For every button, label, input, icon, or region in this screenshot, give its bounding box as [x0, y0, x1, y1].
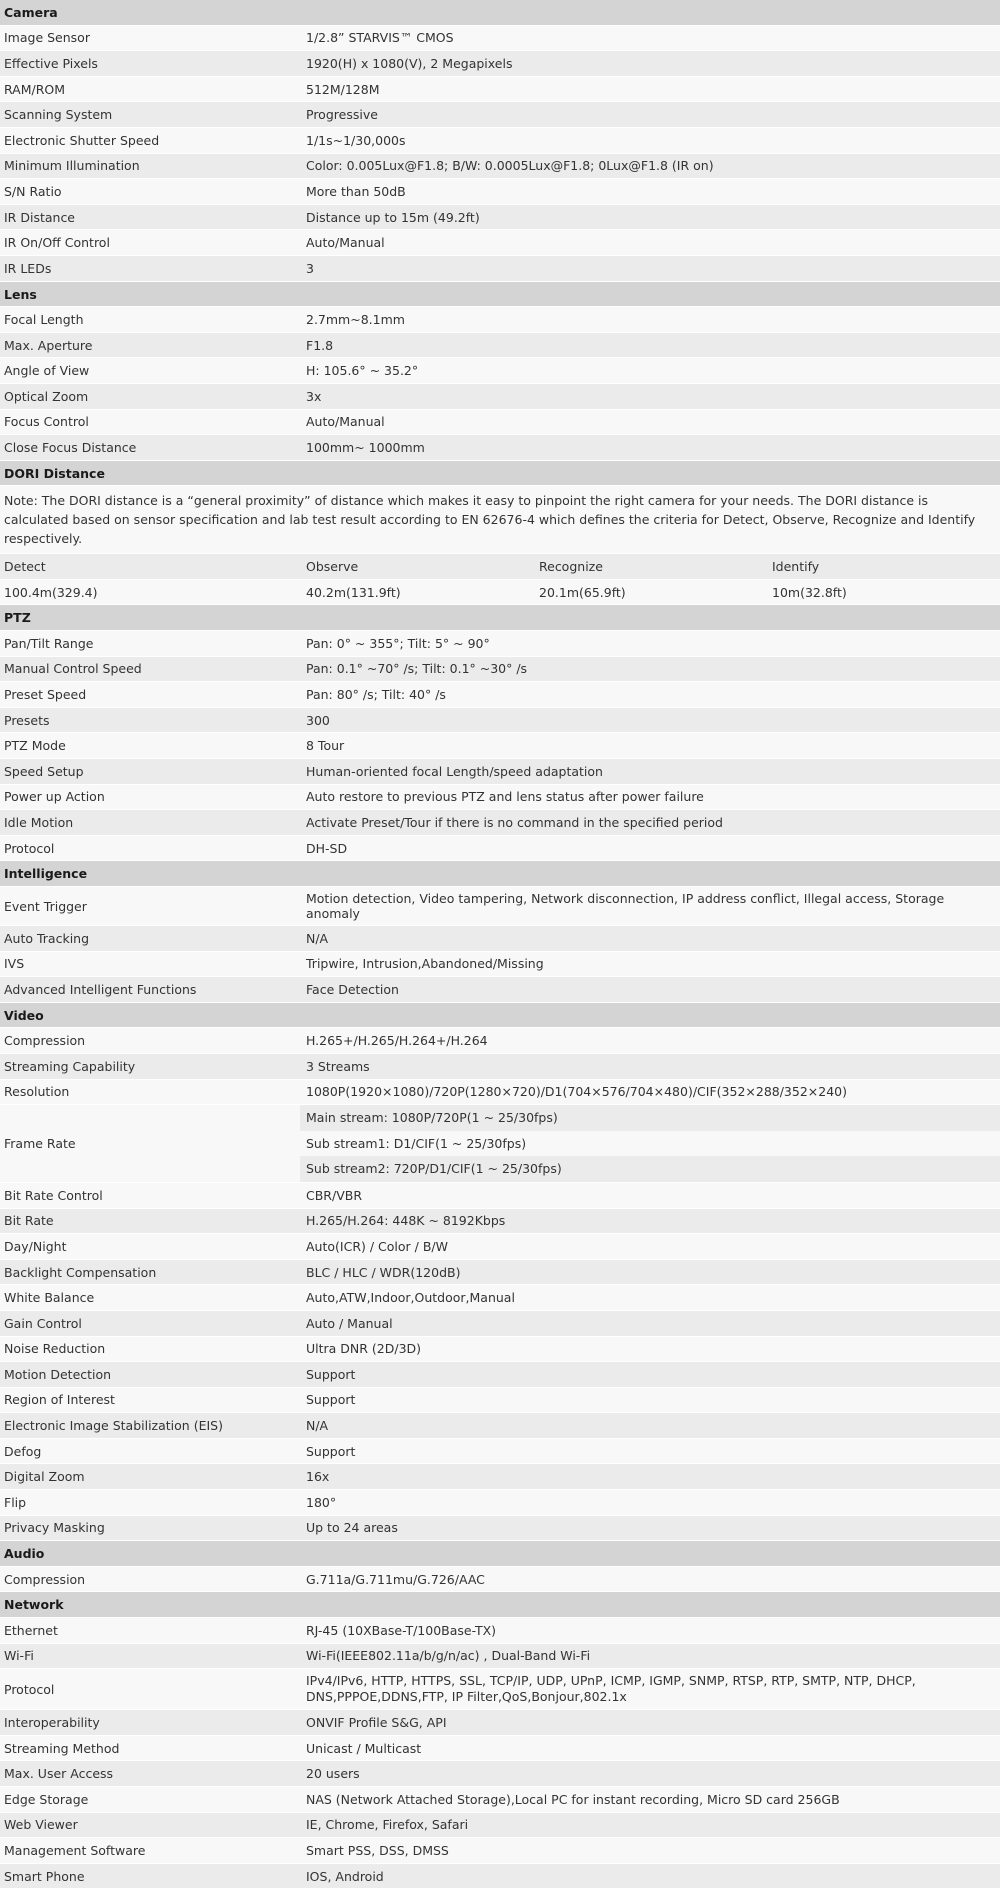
spec-label: Backlight Compensation: [4, 1264, 157, 1280]
spec-label: IR On/Off Control: [4, 235, 110, 251]
spec-value: 1080P(1920×1080)/720P(1280×720)/D1(704×576/704×480)/CIF(352×288/352×240): [306, 1084, 848, 1100]
spec-row: [0, 1710, 1000, 1736]
spec-value: Auto/Manual: [306, 235, 385, 251]
spec-value: Auto/Manual: [306, 414, 385, 430]
dori-note: Note: The DORI distance is a “general proximity” of distance which makes it easy to pinpoint the right camera for your needs. The DORI distance is calculated based on sensor specification and lab test result according to EN 62676-4 which defines the criteria for Detect, Observe, Recognize and Identify respectively.: [0, 486, 1000, 554]
spec-row: [0, 836, 1000, 862]
spec-row: [0, 1516, 1000, 1542]
spec-label: Protocol: [4, 840, 55, 856]
spec-value: Wi-Fi(IEEE802.11a/b/g/n/ac) , Dual-Band Wi-Fi: [306, 1648, 591, 1664]
spec-row-multi: [0, 1105, 1000, 1183]
spec-value: Human-oriented focal Length/speed adaptation: [306, 763, 603, 779]
spec-label: Interoperability: [4, 1715, 100, 1731]
spec-value: G.711a/G.711mu/G.726/AAC: [306, 1571, 485, 1587]
spec-label: Advanced Intelligent Functions: [4, 981, 197, 997]
spec-label: Bit Rate Control: [4, 1187, 103, 1203]
spec-value-line: Sub stream2: 720P/D1/CIF(1 ~ 25/30fps): [300, 1156, 1000, 1182]
spec-value: H.265+/H.265/H.264+/H.264: [306, 1033, 488, 1049]
spec-row: [0, 682, 1000, 708]
spec-value: Color: 0.005Lux@F1.8; B/W: 0.0005Lux@F1.8; 0Lux@F1.8 (IR on): [306, 158, 714, 174]
spec-label: Day/Night: [4, 1238, 67, 1254]
spec-label: Compression: [4, 1571, 86, 1587]
spec-label: Speed Setup: [4, 763, 84, 779]
spec-label: Resolution: [4, 1084, 70, 1100]
spec-value: IE, Chrome, Firefox, Safari: [306, 1817, 469, 1833]
spec-label: Web Viewer: [4, 1817, 78, 1833]
spec-label: Flip: [4, 1494, 27, 1510]
spec-value: 100mm~ 1000mm: [306, 439, 425, 455]
spec-label: Motion Detection: [4, 1366, 112, 1382]
spec-label: Defog: [4, 1443, 42, 1459]
spec-row: [0, 1736, 1000, 1762]
spec-label: White Balance: [4, 1290, 95, 1306]
spec-value: Activate Preset/Tour if there is no command in the specified period: [306, 815, 723, 831]
spec-row: [0, 384, 1000, 410]
spec-row: [0, 410, 1000, 436]
section-header: Audio: [0, 1541, 1000, 1567]
dori-cell: Identify: [772, 559, 820, 575]
spec-row: [0, 810, 1000, 836]
spec-row: [0, 1644, 1000, 1670]
spec-value: Support: [306, 1392, 356, 1408]
spec-row: [0, 1464, 1000, 1490]
spec-label: Wi-Fi: [4, 1648, 34, 1664]
spec-value-lines: [300, 1105, 1000, 1182]
spec-row: [0, 1388, 1000, 1414]
spec-label: Scanning System: [4, 107, 113, 123]
spec-label: Region of Interest: [4, 1392, 115, 1408]
spec-value: 3: [306, 260, 314, 276]
spec-label: IVS: [4, 956, 25, 972]
spec-row: [0, 1337, 1000, 1363]
spec-value: 1920(H) x 1080(V), 2 Megapixels: [306, 55, 513, 71]
spec-row: [0, 77, 1000, 103]
spec-row: [0, 179, 1000, 205]
spec-label: Edge Storage: [4, 1791, 89, 1807]
spec-label: Image Sensor: [4, 30, 90, 46]
spec-value: F1.8: [306, 337, 334, 353]
section-header: Lens: [0, 282, 1000, 308]
spec-value: RJ-45 (10XBase-T/100Base-TX): [306, 1622, 497, 1638]
spec-value: N/A: [306, 1418, 329, 1434]
spec-value: Distance up to 15m (49.2ft): [306, 209, 480, 225]
spec-value: More than 50dB: [306, 183, 406, 199]
spec-value: DH-SD: [306, 840, 348, 856]
spec-row: [0, 887, 1000, 926]
spec-value: Support: [306, 1366, 356, 1382]
spec-row: [0, 1838, 1000, 1864]
spec-row: [0, 1362, 1000, 1388]
section-header: Intelligence: [0, 861, 1000, 887]
section-header: Video: [0, 1003, 1000, 1029]
spec-label: Focus Control: [4, 414, 89, 430]
spec-row: [0, 1234, 1000, 1260]
spec-label: Event Trigger: [4, 898, 87, 914]
spec-value: 3 Streams: [306, 1058, 370, 1074]
spec-label: Optical Zoom: [4, 388, 89, 404]
spec-row: [0, 154, 1000, 180]
dori-cell: Observe: [306, 559, 359, 575]
spec-row: [0, 358, 1000, 384]
spec-label: Electronic Image Stabilization (EIS): [4, 1418, 223, 1434]
spec-row: [0, 333, 1000, 359]
spec-label: Streaming Method: [4, 1740, 120, 1756]
spec-row-protocol: [0, 1669, 1000, 1710]
spec-label: Preset Speed: [4, 687, 87, 703]
spec-row: [0, 926, 1000, 952]
spec-label: IR LEDs: [4, 260, 52, 276]
section-header: DORI Distance: [0, 461, 1000, 487]
dori-cell: 100.4m(329.4): [4, 584, 98, 600]
spec-label: Effective Pixels: [4, 55, 98, 71]
spec-row: [0, 759, 1000, 785]
spec-value: Ultra DNR (2D/3D): [306, 1341, 422, 1357]
spec-label: Smart Phone: [4, 1868, 85, 1884]
spec-label: Gain Control: [4, 1315, 82, 1331]
spec-value: 16x: [306, 1469, 330, 1485]
spec-value: H: 105.6° ~ 35.2°: [306, 363, 419, 379]
dori-cell: Recognize: [539, 559, 603, 575]
section-header: Network: [0, 1592, 1000, 1618]
spec-row: [0, 102, 1000, 128]
spec-value: Face Detection: [306, 981, 399, 997]
spec-label: Idle Motion: [4, 815, 74, 831]
spec-value: 1/2.8” STARVIS™ CMOS: [306, 30, 454, 46]
spec-value: Pan: 80° /s; Tilt: 40° /s: [306, 687, 446, 703]
spec-label: Close Focus Distance: [4, 439, 137, 455]
spec-label: Minimum Illumination: [4, 158, 140, 174]
dori-cell: 10m(32.8ft): [772, 584, 847, 600]
spec-label: RAM/ROM: [4, 81, 66, 97]
spec-label: Manual Control Speed: [4, 661, 142, 677]
dori-headers-row: [0, 554, 1000, 580]
spec-value: Auto(ICR) / Color / B/W: [306, 1238, 448, 1254]
spec-label: Angle of View: [4, 363, 90, 379]
spec-row: [0, 1311, 1000, 1337]
spec-value: Pan: 0° ~ 355°; Tilt: 5° ~ 90°: [306, 635, 490, 651]
spec-value-line: IPv4/IPv6, HTTP, HTTPS, SSL, TCP/IP, UDP, UPnP, ICMP, IGMP, SNMP, RTSP, RTP, SMTP, NTP, DHCP,: [306, 1673, 916, 1689]
spec-label: Power up Action: [4, 789, 105, 805]
spec-row: [0, 1183, 1000, 1209]
spec-label: Compression: [4, 1033, 86, 1049]
spec-value-line: Main stream: 1080P/720P(1 ~ 25/30fps): [300, 1105, 1000, 1131]
spec-label: Ethernet: [4, 1622, 58, 1638]
spec-row: [0, 1490, 1000, 1516]
spec-row: [0, 26, 1000, 52]
spec-row: [0, 1413, 1000, 1439]
spec-row: [0, 1567, 1000, 1593]
spec-row: [0, 1209, 1000, 1235]
dori-values-row: [0, 580, 1000, 606]
spec-value: IOS, Android: [306, 1868, 384, 1884]
spec-value: 3x: [306, 388, 322, 404]
spec-value: Up to 24 areas: [306, 1520, 398, 1536]
spec-value: BLC / HLC / WDR(120dB): [306, 1264, 461, 1280]
spec-row: [0, 1813, 1000, 1839]
spec-value: Auto / Manual: [306, 1315, 393, 1331]
spec-value: Progressive: [306, 107, 378, 123]
spec-row: [0, 1028, 1000, 1054]
spec-value: 180°: [306, 1494, 337, 1510]
spec-value: Auto restore to previous PTZ and lens status after power failure: [306, 789, 704, 805]
spec-label: Digital Zoom: [4, 1469, 85, 1485]
section-header: Camera: [0, 0, 1000, 26]
spec-label: Noise Reduction: [4, 1341, 106, 1357]
spec-row: [0, 307, 1000, 333]
spec-row: [0, 1439, 1000, 1465]
spec-value: Smart PSS, DSS, DMSS: [306, 1842, 449, 1858]
spec-value-line: DNS,PPPOE,DDNS,FTP, IP Filter,QoS,Bonjour,802.1x: [306, 1689, 627, 1705]
spec-label: Frame Rate: [0, 1105, 300, 1182]
spec-value: ONVIF Profile S&G, API: [306, 1715, 447, 1731]
spec-value: N/A: [306, 930, 329, 946]
spec-value: 1/1s~1/30,000s: [306, 132, 406, 148]
spec-row: [0, 1787, 1000, 1813]
spec-value: Pan: 0.1° ~70° /s; Tilt: 0.1° ~30° /s: [306, 661, 528, 677]
spec-label: Bit Rate: [4, 1213, 54, 1229]
spec-row: [0, 1864, 1000, 1889]
spec-label: Streaming Capability: [4, 1058, 136, 1074]
spec-row: [0, 952, 1000, 978]
spec-value: 300: [306, 712, 330, 728]
spec-value: 8 Tour: [306, 738, 345, 754]
spec-label: Max. Aperture: [4, 337, 93, 353]
spec-value: CBR/VBR: [306, 1187, 363, 1203]
spec-label: PTZ Mode: [4, 738, 66, 754]
spec-label: Auto Tracking: [4, 930, 90, 946]
dori-cell: Detect: [4, 559, 46, 575]
spec-row: [0, 977, 1000, 1003]
spec-label: Focal Length: [4, 311, 84, 327]
spec-label: Management Software: [4, 1842, 146, 1858]
spec-value: 2.7mm~8.1mm: [306, 311, 405, 327]
spec-row: [0, 785, 1000, 811]
spec-value: 512M/128M: [306, 81, 380, 97]
spec-row: [0, 1054, 1000, 1080]
spec-row: [0, 256, 1000, 282]
spec-value: Tripwire, Intrusion,Abandoned/Missing: [306, 956, 544, 972]
dori-cell: 40.2m(131.9ft): [306, 584, 401, 600]
spec-row: [0, 708, 1000, 734]
spec-value: 20 users: [306, 1766, 360, 1782]
spec-row: [0, 733, 1000, 759]
spec-label: IR Distance: [4, 209, 76, 225]
spec-row: [0, 1260, 1000, 1286]
spec-value: Auto,ATW,Indoor,Outdoor,Manual: [306, 1290, 515, 1306]
spec-row: [0, 128, 1000, 154]
spec-value: NAS (Network Attached Storage),Local PC for instant recording, Micro SD card 256GB: [306, 1791, 840, 1807]
spec-row: [0, 435, 1000, 461]
spec-label: Max. User Access: [4, 1766, 114, 1782]
spec-row: [0, 1761, 1000, 1787]
spec-row: [0, 230, 1000, 256]
spec-value: Unicast / Multicast: [306, 1740, 422, 1756]
spec-row: [0, 51, 1000, 77]
spec-value: H.265/H.264: 448K ~ 8192Kbps: [306, 1213, 506, 1229]
spec-label: Protocol: [4, 1681, 55, 1697]
spec-label: Privacy Masking: [4, 1520, 105, 1536]
spec-row: [0, 631, 1000, 657]
spec-value: Motion detection, Video tampering, Network disconnection, IP address conflict, Illegal access, Storage anomaly: [306, 891, 945, 921]
spec-row: [0, 1080, 1000, 1106]
spec-row: [0, 205, 1000, 231]
spec-label: Electronic Shutter Speed: [4, 132, 160, 148]
spec-row: [0, 1285, 1000, 1311]
dori-cell: 20.1m(65.9ft): [539, 584, 626, 600]
spec-row: [0, 1618, 1000, 1644]
spec-value: [300, 1669, 1000, 1709]
spec-row: [0, 657, 1000, 683]
spec-label: Presets: [4, 712, 50, 728]
spec-value: Support: [306, 1443, 356, 1459]
spec-label: S/N Ratio: [4, 183, 62, 199]
spec-value-line: Sub stream1: D1/CIF(1 ~ 25/30fps): [300, 1131, 1000, 1157]
section-header: PTZ: [0, 605, 1000, 631]
spec-label: Pan/Tilt Range: [4, 635, 94, 651]
